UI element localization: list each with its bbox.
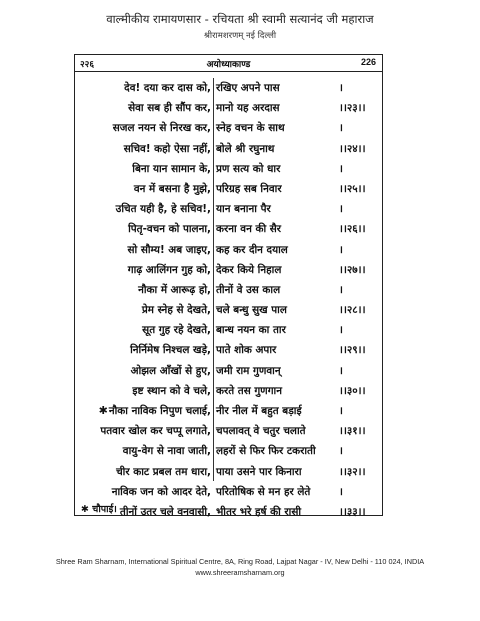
verse-left-half xyxy=(134,182,211,196)
verse-right-half: परितोषिक से मन हर लेते xyxy=(216,485,311,498)
verse-left-half xyxy=(132,162,211,176)
verse-row xyxy=(75,199,382,219)
verse-right-half: परिग्रह सब निवार xyxy=(216,182,282,195)
verse-right-half: तीनों वे उस काल xyxy=(216,283,281,296)
verse-right-half: पाते शोक अपार xyxy=(216,344,277,357)
verse-number: ।।३०।। xyxy=(339,384,366,397)
book-header-subtitle: श्रीरामशरणम् नई दिल्ली xyxy=(203,31,277,41)
book-header-title: वाल्मीकीय रामायणसार - रचियता श्री स्वामी सत्यानंद जी महाराज xyxy=(106,12,374,26)
verse-row xyxy=(75,78,382,98)
verse-left-text: सो सौम्य! अब जाइए, xyxy=(127,243,211,256)
verse-row xyxy=(75,401,382,421)
star-marker: ✱ xyxy=(98,404,108,417)
verse-left-half xyxy=(116,465,211,479)
verse-row xyxy=(75,320,382,340)
verse-left-text: चीर काट प्रबल तम धारा, xyxy=(116,465,211,478)
verse-row xyxy=(75,300,382,320)
verse-row xyxy=(75,462,382,482)
verse-left-text: पितृ-वचन को पालना, xyxy=(128,223,211,236)
verse-left-half xyxy=(112,485,211,499)
verse-left-half xyxy=(124,81,211,95)
verse-left-half xyxy=(131,364,211,378)
verse-left-half xyxy=(123,444,211,458)
verse-left-text: गाढ़ आलिंगन गुह को, xyxy=(127,263,211,276)
verse-number: । xyxy=(339,405,343,417)
verse-number: । xyxy=(339,243,343,256)
chaupai-note xyxy=(81,502,117,515)
verse-left-text: ओझल आँखों से हुए, xyxy=(130,364,211,377)
verse-row xyxy=(75,502,382,522)
chaupai-label: चौपाई। xyxy=(92,504,117,515)
footer-website: www.shreeramsharnam.org xyxy=(195,568,285,577)
verse-number: । xyxy=(339,203,343,216)
verse-left-text: वन में बसना है मुझे, xyxy=(133,182,211,195)
verse-right-half: प्रण सत्य को धार xyxy=(216,162,281,175)
verse-right-half: चपलावत् वे चतुर चलाते xyxy=(216,425,306,438)
verse-number: । xyxy=(339,122,343,135)
verse-row xyxy=(75,240,382,260)
verse-left-half xyxy=(142,323,211,337)
verse-number: ।।३२।। xyxy=(339,465,366,478)
verse-right-half: करते तस गुणगान xyxy=(216,384,283,397)
verse-left-half xyxy=(130,343,211,357)
verse-left-text: नाविक जन को आदर देते, xyxy=(111,485,211,498)
verse-left-text: वायु-वेग से नावा जाती, xyxy=(122,445,211,458)
verse-number: ।।३३।। xyxy=(339,505,366,518)
verse-left-text: तीनों उतर चले वनवासी, xyxy=(119,505,211,518)
verse-left-text: नौका नाविक निपुण चलाई, xyxy=(108,405,211,417)
verse-left-text: सेवा सब ही सौंप कर, xyxy=(128,102,211,115)
verse-left-half xyxy=(138,283,211,297)
verse-list xyxy=(75,78,382,522)
verse-left-half xyxy=(120,505,211,519)
verse-row xyxy=(75,219,382,239)
verse-right-half: चले बन्धु सुख पाल xyxy=(216,304,287,317)
page-number-latin: 226 xyxy=(360,57,376,67)
verse-right-half: स्नेह वचन के साथ xyxy=(216,122,285,135)
verse-row xyxy=(75,118,382,138)
verse-number: । xyxy=(339,445,343,458)
verse-row xyxy=(75,482,382,502)
verse-right-half: यान बनाना पैर xyxy=(216,203,271,216)
section-title: अयोध्याकाण्ड xyxy=(206,60,251,70)
verse-number: ।।२७।। xyxy=(339,263,366,276)
verse-left-text: निर्निमेष निश्चल खड़े, xyxy=(130,344,211,357)
verse-number: । xyxy=(339,485,343,498)
verse-right-half: नीर नील में बहुत बड़ाई xyxy=(216,405,302,417)
verse-left-half xyxy=(113,121,211,135)
verse-right-half: पाया उसने पार किनारा xyxy=(216,465,302,478)
verse-left-text: नौका में आरूढ़ हो, xyxy=(138,283,211,296)
verse-left-half xyxy=(128,243,212,257)
star-marker: ✱ xyxy=(81,504,89,515)
verse-right-half: जमी राम गुणवान् xyxy=(216,364,281,377)
verse-right-half: बान्ध नयन का तार xyxy=(216,324,286,337)
verse-row xyxy=(75,361,382,381)
verse-right-half: देकर किये निहाल xyxy=(216,263,282,276)
verse-right-half: लहरों से फिर फिर टकराती xyxy=(216,445,316,458)
verse-row xyxy=(75,179,382,199)
verse-right-half: कह कर दीन दयाल xyxy=(216,243,288,256)
verse-left-text: इष्ट स्थान को वे चले, xyxy=(132,384,211,397)
verse-right-half: भीतर भरे हर्ष की रासी xyxy=(216,505,302,518)
verse-row xyxy=(75,441,382,461)
verse-number: । xyxy=(339,324,343,337)
verse-right-half: मानो यह अरदास xyxy=(216,102,280,115)
verse-number: ।।२५।। xyxy=(339,182,366,195)
verse-number: ।।२८।। xyxy=(339,304,366,317)
verse-number: ।।३१।। xyxy=(339,425,366,438)
verse-left-text: सजल नयन से निरख कर, xyxy=(112,122,211,135)
verse-left-text: पतवार खोल कर चप्पू लगाते, xyxy=(100,425,211,438)
verse-row xyxy=(75,139,382,159)
verse-left-half xyxy=(100,424,211,438)
verse-row xyxy=(75,280,382,300)
verse-left-text: बिना यान सामान के, xyxy=(132,162,211,175)
verse-number: । xyxy=(339,283,343,296)
verse-left-half xyxy=(142,303,211,317)
verse-left-half xyxy=(99,404,211,418)
footer-address: Shree Ram Sharnam, International Spiritual Centre, 8A, Ring Road, Lajpat Nagar - IV, New Delhi - 110 024, INDIA xyxy=(55,557,425,566)
verse-row xyxy=(75,340,382,360)
verse-right-half: करना वन की सैर xyxy=(216,223,282,236)
page-frame xyxy=(74,54,383,516)
verse-left-text: सूत गुह रहे देखते, xyxy=(142,324,211,337)
verse-number: ।।२३।। xyxy=(339,102,366,115)
verse-number: । xyxy=(339,364,343,377)
page-header-bar xyxy=(75,55,382,72)
verse-number: ।।२६।। xyxy=(339,223,366,236)
verse-left-half xyxy=(128,222,211,236)
verse-number: । xyxy=(339,82,343,94)
verse-left-text: देव! दया कर दास को, xyxy=(124,82,211,94)
verse-left-text: प्रेम स्नेह से देखते, xyxy=(141,304,211,317)
verse-number: ।।२९।। xyxy=(339,344,366,357)
verse-row xyxy=(75,98,382,118)
verse-number: ।।२४।। xyxy=(339,142,366,155)
verse-row xyxy=(75,421,382,441)
verse-right-half: रखिए अपने पास xyxy=(216,82,280,94)
verse-left-text: सचिव! कहो ऐसा नहीं, xyxy=(123,142,211,155)
verse-left-text: उचित यही है, हे सचिव!, xyxy=(115,203,211,216)
verse-right-half: बोले श्री रघुनाथ xyxy=(216,142,275,155)
verse-left-half xyxy=(116,202,211,216)
verse-left-half xyxy=(132,384,211,398)
verse-row xyxy=(75,381,382,401)
verse-left-half xyxy=(128,263,211,277)
verse-left-half xyxy=(124,142,211,156)
verse-row xyxy=(75,260,382,280)
verse-number: । xyxy=(339,162,343,175)
page-number-devanagari: २२६ xyxy=(80,60,95,70)
verse-left-half xyxy=(128,101,211,115)
verse-row xyxy=(75,159,382,179)
